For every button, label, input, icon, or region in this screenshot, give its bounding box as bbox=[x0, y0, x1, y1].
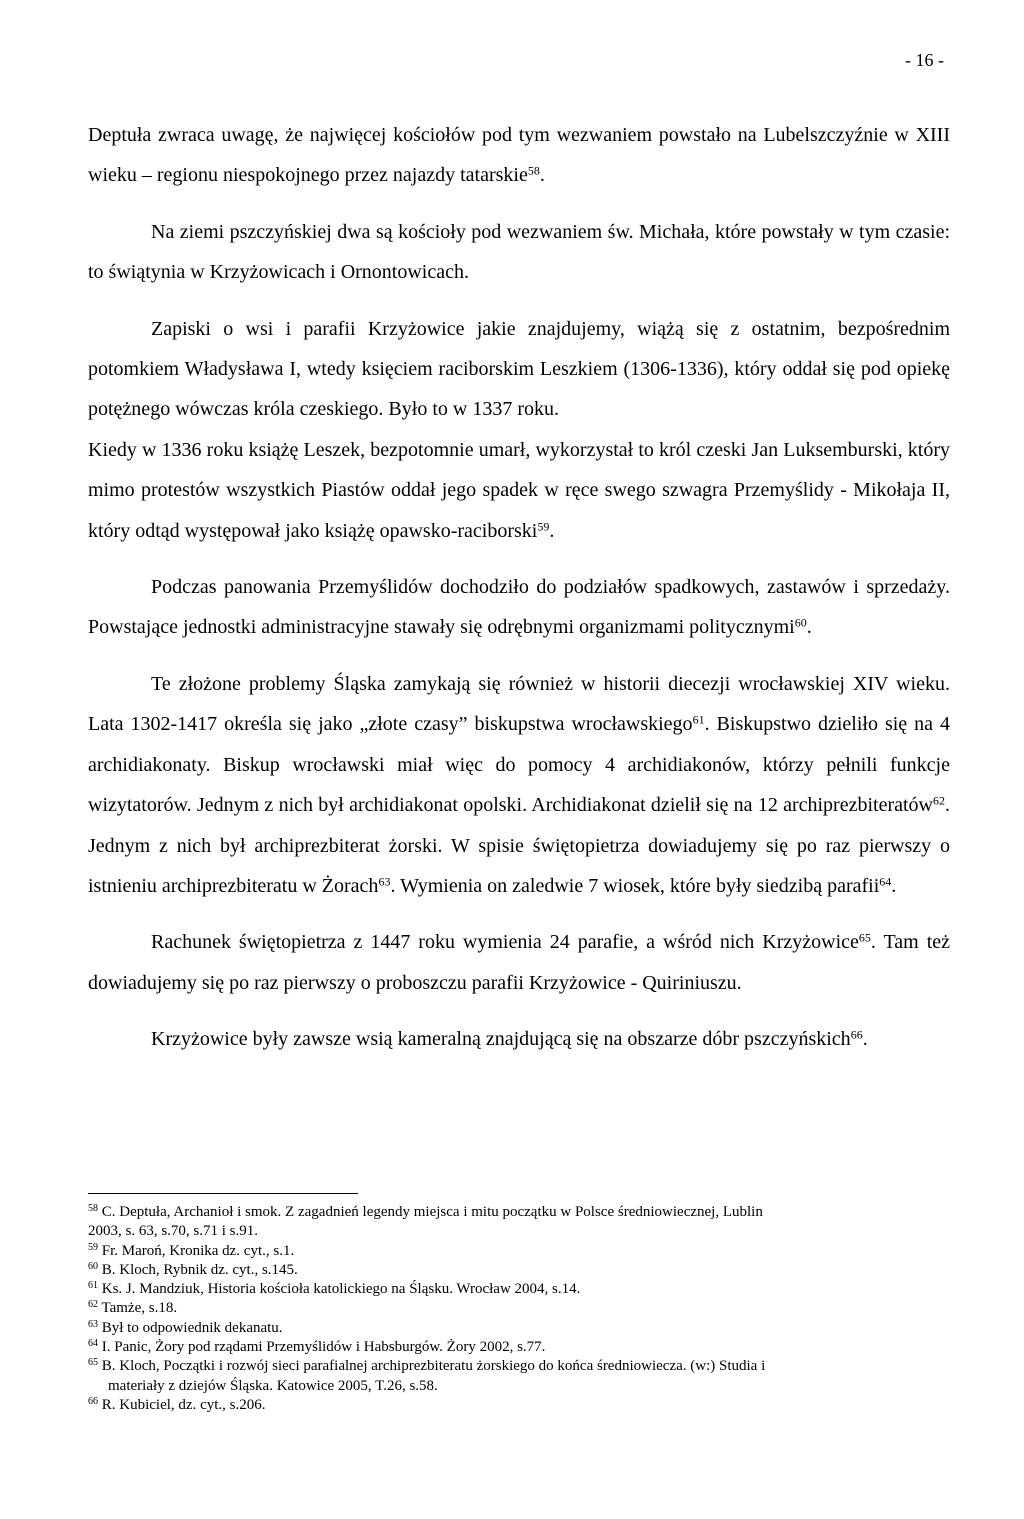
footnote-ref-63[interactable]: 63 bbox=[378, 874, 391, 889]
paragraph-4: Kiedy w 1336 roku książę Leszek, bezpotomnie umarł, wykorzystał to król czeski Jan Luksemburski, który mimo protestów wszystkich Piastów oddał jego spadek w ręce swego szwagra Przemyślidy - Mikołaja II, który odtąd występował jako książę opawsko-raciborski$^{59}$. bbox=[88, 438, 950, 542]
footnote-58: $^{58}$ C. Deptuła, Archanioł i smok. Z zagadnień legendy miejsca i mitu początku w Polsce średniowiecznej, Lublin bbox=[88, 1203, 763, 1220]
footnote-ref-59[interactable]: 59 bbox=[537, 519, 550, 534]
footnote-60: $^{60}$ B. Kloch, Rybnik dz. cyt., s.145. bbox=[88, 1260, 298, 1278]
footnote-ref-62[interactable]: 62 bbox=[933, 793, 945, 808]
footnote-ref-61[interactable]: 61 bbox=[692, 712, 705, 727]
footnote-66: $^{66}$ R. Kubiciel, dz. cyt., s.206. bbox=[88, 1395, 266, 1413]
footnote-ref-64[interactable]: 64 bbox=[879, 874, 892, 889]
footnote-61: $^{61}$ Ks. J. Mandziuk, Historia kościoła katolickiego na Śląsku. Wrocław 2004, s.14. bbox=[88, 1280, 581, 1298]
paragraph-5: Podczas panowania Przemyślidów dochodziło do podziałów spadkowych, zastawów i sprzedaży. Powstające jednostki administracyjne stawały się odrębnymi organizmami politycznymi$^{60}$. bbox=[88, 576, 950, 639]
page-number: - 16 - bbox=[905, 50, 944, 70]
paragraph-2: Na ziemi pszczyńskiej dwa są kościoły pod wezwaniem św. Michała, które powstały w tym czasie: to świątynia w Krzyżowicach i Ornontowicach. bbox=[88, 220, 950, 284]
paragraph-1: Deptuła zwraca uwagę, że najwięcej kościołów pod tym wezwaniem powstało na Lubelszczyźnie w XIII wieku – regionu niespokojnego przez najazdy tatarskie$^{58}$. bbox=[88, 124, 950, 187]
footnote-65-cont: materiały z dziejów Śląska. Katowice 2005, T.26, s.58. bbox=[108, 1377, 438, 1394]
footnote-ref-58[interactable]: 58 bbox=[527, 163, 540, 178]
paragraph-8: Krzyżowice były zawsze wsią kameralną znajdującą się na obszarze dóbr pszczyńskich$^{66}$. bbox=[151, 1027, 868, 1051]
paragraph-6: Te złożone problemy Śląska zamykają się również w historii diecezji wrocławskiej XIV wieku. Lata 1302-1417 określa się jako „złote czasy” biskupstwa wrocławskiego$^{61}$. Biskupstwo dzieliło się na 4 archidiakonaty. Biskup wrocławski miał więc do pomocy 4 archidiakonów, którzy pełnili funkcje wizytatorów. Jednym z nich był archidiakonat opolski. Archidiakonat dzielił się na 12 archiprezbiteratów$^{62}$. Jednym z nich był archiprezbiterat żorski. W spisie świętopietrza dowiadujemy się po raz pierwszy o istnieniu archiprezbiteratu w Żorach$^{63}$. Wymienia on zaledwie 7 wiosek, które były siedzibą parafii$^{64}$. bbox=[88, 672, 951, 897]
footnote-ref-66[interactable]: 66 bbox=[850, 1027, 863, 1042]
footnote-separator bbox=[88, 1193, 358, 1194]
body-text bbox=[88, 115, 950, 1060]
footnote-ref-65[interactable]: 65 bbox=[858, 930, 871, 945]
footnote-59: $^{59}$ Fr. Maroń, Kronika dz. cyt., s.1. bbox=[88, 1241, 295, 1259]
footnote-58-cont: 2003, s. 63, s.70, s.71 i s.91. bbox=[88, 1223, 259, 1240]
footnote-63: $^{63}$ Był to odpowiednik dekanatu. bbox=[88, 1318, 283, 1336]
footnote-ref-60[interactable]: 60 bbox=[794, 615, 807, 630]
footnote-65: $^{65}$ B. Kloch, Początki i rozwój sieci parafialnej archiprezbiteratu żorskiego do końca średniowiecza. (w:) Studia i bbox=[88, 1357, 766, 1375]
footnote-62: $^{62}$ Tamże, s.18. bbox=[88, 1299, 178, 1317]
footnote-64: $^{64}$ I. Panic, Żory pod rządami Przemyślidów i Habsburgów. Żory 2002, s.77. bbox=[88, 1338, 546, 1356]
paragraph-7: Rachunek świętopietrza z 1447 roku wymienia 24 parafie, a wśród nich Krzyżowice$^{65}$. Tam też dowiadujemy się po raz pierwszy o proboszczu parafii Krzyżowice - Quiriniuszu. bbox=[88, 930, 951, 994]
paragraph-3: Zapiski o wsi i parafii Krzyżowice jakie znajdujemy, wiążą się z ostatnim, bezpośrednim potomkiem Władysława I, wtedy księciem raciborskim Leszkiem (1306-1336), który oddał się pod opiekę potężnego wówczas króla czeskiego. Było to w 1337 roku. bbox=[88, 317, 950, 421]
footnotes bbox=[88, 1203, 958, 1415]
